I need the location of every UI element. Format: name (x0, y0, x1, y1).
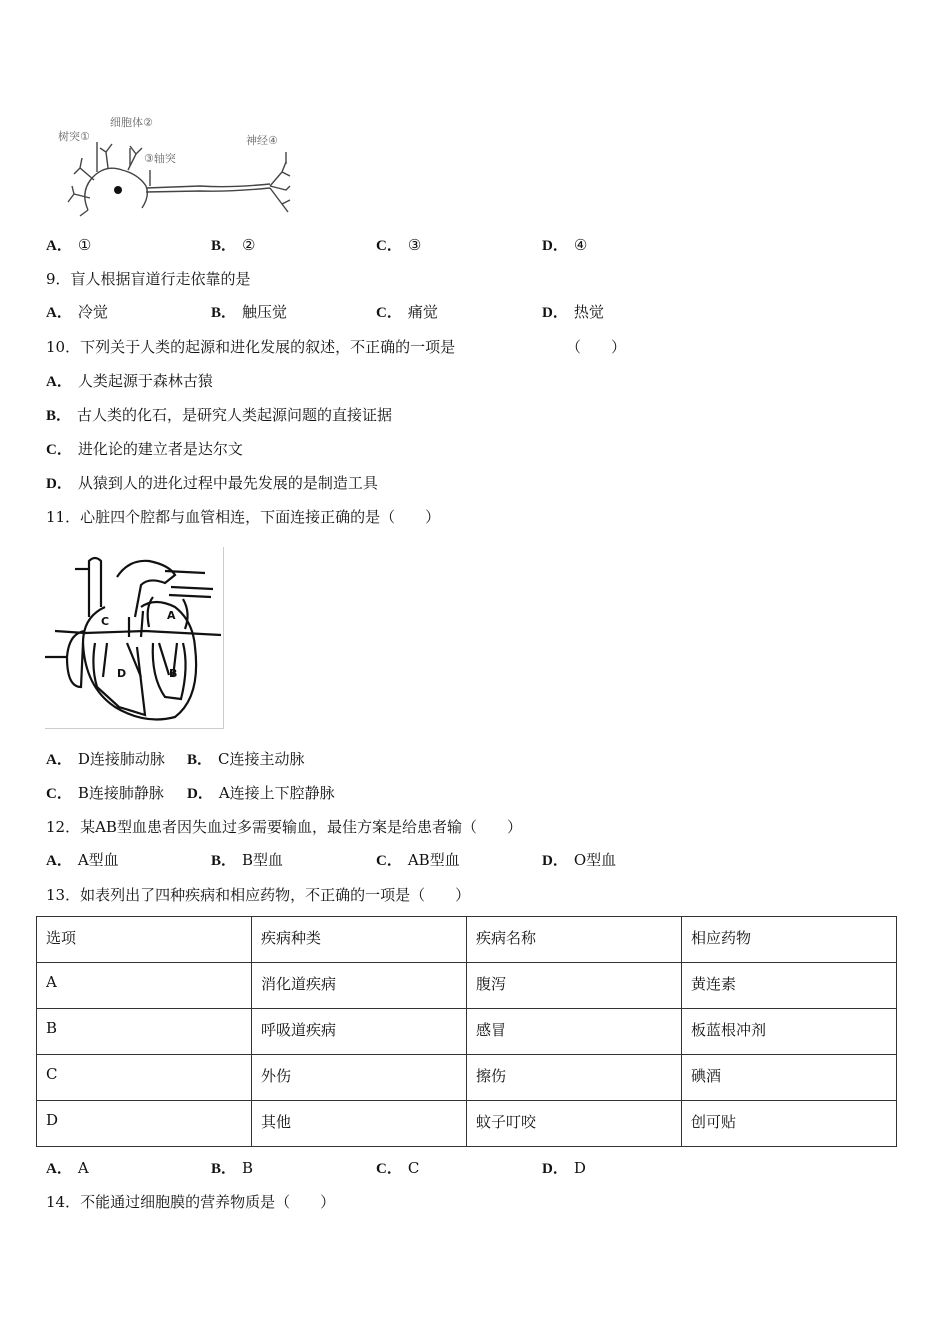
q11-option-a[interactable]: A． D连接肺动脉 (46, 750, 165, 768)
cell-disease-name: 蚊子叮咬 (467, 1101, 682, 1147)
q13-option-b[interactable]: B． B (211, 1159, 254, 1177)
q8-option-c[interactable]: C． ③ (376, 236, 422, 254)
table-header-row (37, 917, 897, 963)
cell-disease-name: 腹泻 (467, 963, 682, 1009)
q10-answer-paren: （ ） (566, 338, 627, 356)
q9-option-b[interactable]: B． 触压觉 (211, 303, 288, 321)
cell-option: C (37, 1055, 252, 1101)
neuron-diagram (50, 112, 300, 220)
chamber-d: D (117, 667, 127, 680)
q12-option-c[interactable]: C． AB型血 (376, 851, 460, 869)
label-axon: ③轴突 (144, 152, 176, 165)
q10-stem: 10．下列关于人类的起源和进化发展的叙述，不正确的一项是 (46, 338, 456, 356)
cell-disease-type: 其他 (252, 1101, 467, 1147)
header-medicine: 相应药物 (682, 917, 897, 963)
q13-stem: 13．如表列出了四种疾病和相应药物，不正确的一项是（ ） (46, 886, 471, 904)
q11-option-b[interactable]: B． C连接主动脉 (187, 750, 305, 768)
q10-option-d[interactable]: D． 从猿到人的进化过程中最先发展的是制造工具 (46, 474, 378, 492)
cell-disease-type: 呼吸道疾病 (252, 1009, 467, 1055)
q13-option-a[interactable]: A． A (46, 1159, 89, 1177)
q12-option-b[interactable]: B． B型血 (211, 851, 284, 869)
label-nerve-ending: 神经④ (246, 134, 278, 147)
header-disease-name: 疾病名称 (467, 917, 682, 963)
table-row (37, 1101, 897, 1147)
chamber-b: B (169, 667, 178, 680)
q11-stem: 11．心脏四个腔都与血管相连，下面连接正确的是（ ） (46, 508, 441, 526)
table-row (37, 963, 897, 1009)
cell-option: D (37, 1101, 252, 1147)
cell-medicine: 黄连素 (682, 963, 897, 1009)
label-cell-body: 细胞体② (110, 116, 153, 129)
label-dendrite: 树突① (58, 130, 90, 143)
cell-disease-name: 擦伤 (467, 1055, 682, 1101)
q14-stem: 14．不能通过细胞膜的营养物质是（ ） (46, 1193, 336, 1211)
q10-option-b[interactable]: B． 古人类的化石，是研究人类起源问题的直接证据 (46, 406, 393, 424)
q12-option-d[interactable]: D． O型血 (542, 851, 617, 869)
table-row (37, 1009, 897, 1055)
chamber-a: A (167, 609, 176, 622)
table-row (37, 1055, 897, 1101)
heart-diagram (45, 547, 224, 729)
cell-option: B (37, 1009, 252, 1055)
q12-option-a[interactable]: A． A型血 (46, 851, 119, 869)
disease-medicine-table (36, 916, 897, 1147)
q12-stem: 12．某AB型血患者因失血过多需要输血，最佳方案是给患者输（ ） (46, 818, 522, 836)
q11-option-c[interactable]: C． B连接肺静脉 (46, 784, 164, 802)
cell-disease-name: 感冒 (467, 1009, 682, 1055)
q8-option-d[interactable]: D． ④ (542, 236, 588, 254)
q9-option-c[interactable]: C． 痛觉 (376, 303, 438, 321)
cell-medicine: 创可贴 (682, 1101, 897, 1147)
header-option: 选项 (37, 917, 252, 963)
q8-option-b[interactable]: B． ② (211, 236, 256, 254)
q10-option-c[interactable]: C． 进化论的建立者是达尔文 (46, 440, 243, 458)
q11-option-d[interactable]: D． A连接上下腔静脉 (187, 784, 335, 802)
q9-stem: 9．盲人根据盲道行走依靠的是 (46, 270, 251, 288)
chamber-c: C (101, 615, 110, 628)
cell-option: A (37, 963, 252, 1009)
cell-disease-type: 外伤 (252, 1055, 467, 1101)
q9-option-a[interactable]: A． 冷觉 (46, 303, 108, 321)
cell-disease-type: 消化道疾病 (252, 963, 467, 1009)
header-disease-type: 疾病种类 (252, 917, 467, 963)
cell-medicine: 碘酒 (682, 1055, 897, 1101)
q10-option-a[interactable]: A． 人类起源于森林古猿 (46, 372, 213, 390)
cell-medicine: 板蓝根冲剂 (682, 1009, 897, 1055)
q13-option-c[interactable]: C． C (376, 1159, 420, 1177)
q8-option-a[interactable]: A． ① (46, 236, 92, 254)
q13-option-d[interactable]: D． D (542, 1159, 586, 1177)
q9-option-d[interactable]: D． 热觉 (542, 303, 604, 321)
